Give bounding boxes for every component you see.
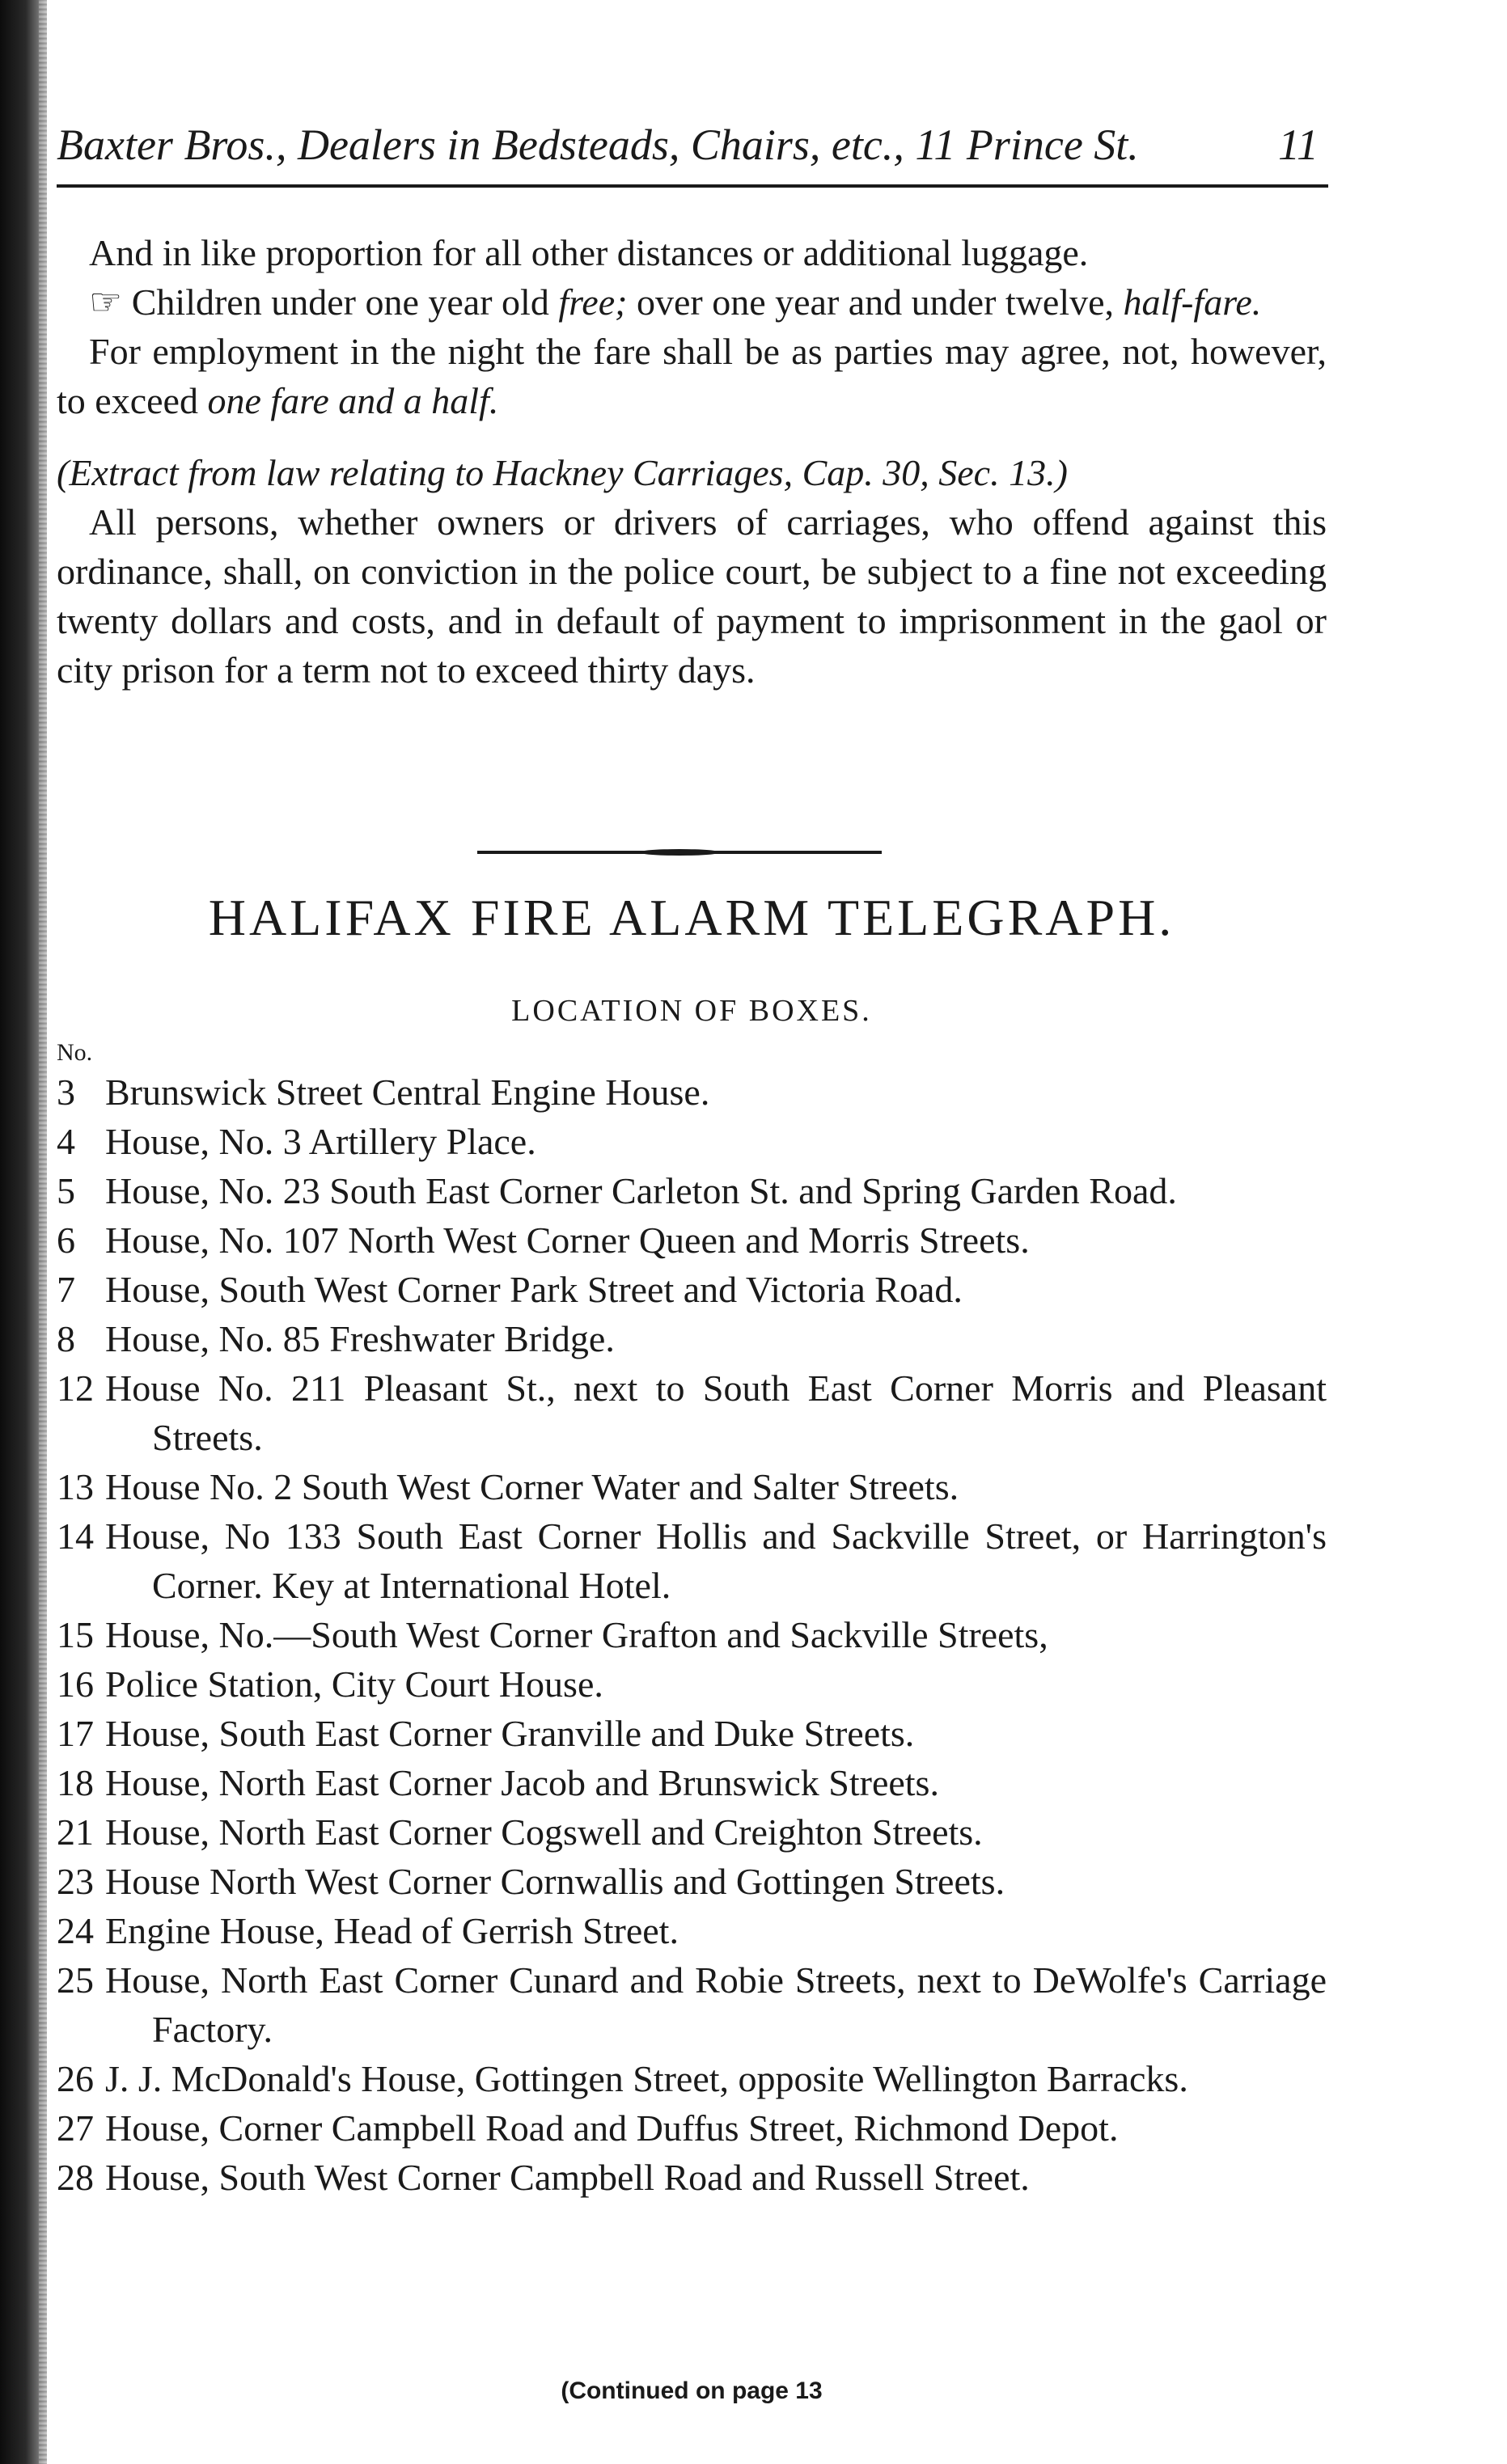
box-location: House, South West Corner Campbell Road and Russell Street. [105,2157,1030,2198]
list-item [57,1067,1327,1117]
continued-note: (Continued on page 13 [561,2377,823,2404]
box-location: House, No. 3 Artillery Place. [105,1121,536,1162]
box-number: 27 [57,2107,94,2149]
list-item [57,1265,1327,1314]
box-number: 28 [57,2157,94,2198]
header-title: Baxter Bros., Dealers in Bedsteads, Chairs, etc., 11 Prince St. [57,120,1139,169]
box-location: Engine House, Head of Gerrish Street. [105,1910,679,1951]
section-subtitle: LOCATION OF BOXES. [511,994,872,1028]
section-divider [477,851,882,854]
box-location: Police Station, City Court House. [105,1663,603,1705]
list-item [57,1610,1327,1659]
number-column-label: No. [57,1039,93,1066]
page-binding-edge [0,0,47,2464]
box-location: House, Corner Campbell Road and Duffus Street, Richmond Depot. [105,2107,1119,2149]
box-location: House, No 133 South East Corner Hollis and Sackville Street, or Harrington's Corner. Key at International Hotel. [105,1515,1327,1606]
fare-paragraph-night: For employment in the night the fare shall be as parties may agree, not, however, to exceed one fare and a half. [57,331,1327,421]
box-number: 25 [57,1959,94,2001]
box-number: 21 [57,1811,94,1853]
box-location: House, South East Corner Granville and Duke Streets. [105,1713,915,1754]
box-location: House, No. 23 South East Corner Carleton St. and Spring Garden Road. [105,1170,1177,1211]
box-location: House No. 211 Pleasant St., next to South East Corner Morris and Pleasant Streets. [105,1367,1327,1458]
list-item [57,1215,1327,1265]
box-number: 14 [57,1515,94,1557]
list-item [57,1462,1327,1511]
fare-paragraph-children: ☞ Children under one year old free; over one year and under twelve, half-fare. [89,281,1262,323]
running-header [57,120,1319,170]
box-number: 15 [57,1614,94,1655]
box-number: 4 [57,1121,75,1162]
box-number: 13 [57,1466,94,1507]
fare-section [57,228,1327,695]
box-location: House, No. 107 North West Corner Queen and Morris Streets. [105,1219,1030,1261]
box-number: 5 [57,1170,75,1211]
list-item [57,1117,1327,1166]
box-location: J. J. McDonald's House, Gottingen Street, opposite Wellington Barracks. [105,2058,1188,2099]
box-location: House, No.—South West Corner Grafton and Sackville Streets, [105,1614,1048,1655]
box-location: House No. 2 South West Corner Water and Salter Streets. [105,1466,959,1507]
box-location: House North West Corner Cornwallis and Gottingen Streets. [105,1861,1005,1902]
list-item [57,2153,1327,2202]
list-item [57,1314,1327,1363]
header-rule [57,184,1328,188]
box-location: House, North East Corner Cogswell and Creighton Streets. [105,1811,983,1853]
box-number: 12 [57,1367,94,1409]
list-item [57,1906,1327,1955]
box-number: 23 [57,1861,94,1902]
box-number: 6 [57,1219,75,1261]
page-number: 11 [1278,120,1319,169]
box-location: Brunswick Street Central Engine House. [105,1071,710,1113]
box-number: 18 [57,1762,94,1803]
box-location: House, North East Corner Jacob and Brunswick Streets. [105,1762,939,1803]
box-location: House, North East Corner Cunard and Robie Streets, next to DeWolfe's Carriage Factory. [105,1959,1327,2050]
list-item [57,1807,1327,1857]
fare-paragraph-luggage: And in like proportion for all other distances or additional luggage. [89,232,1089,273]
list-item [57,1857,1327,1906]
box-number: 16 [57,1663,94,1705]
pointing-hand-icon: ☞ [89,281,123,323]
list-item [57,1166,1327,1215]
box-number: 7 [57,1269,75,1310]
box-number: 26 [57,2058,94,2099]
list-item [57,1758,1327,1807]
list-item [57,2103,1327,2153]
list-item [57,1955,1327,2054]
box-number: 8 [57,1318,75,1359]
list-item [57,1659,1327,1709]
box-number: 17 [57,1713,94,1754]
list-item [57,1511,1327,1610]
box-location: House, No. 85 Freshwater Bridge. [105,1318,615,1359]
list-item [57,1363,1327,1462]
box-number: 24 [57,1910,94,1951]
law-extract-heading: (Extract from law relating to Hackney Carriages, Cap. 30, Sec. 13.) [57,452,1068,493]
box-location: House, South West Corner Park Street and Victoria Road. [105,1269,963,1310]
law-paragraph: All persons, whether owners or drivers of carriages, who offend against this ordinance, shall, on conviction in the police court, be subject to a fine not exceeding twenty dollars and costs, and in default of payment to imprisonment in the gaol or city prison for a term not to exceed thirty days. [57,501,1327,691]
box-list [57,1067,1327,2202]
section-title: HALIFAX FIRE ALARM TELEGRAPH. [208,889,1175,946]
box-number: 3 [57,1071,75,1113]
list-item [57,2054,1327,2103]
list-item [57,1709,1327,1758]
